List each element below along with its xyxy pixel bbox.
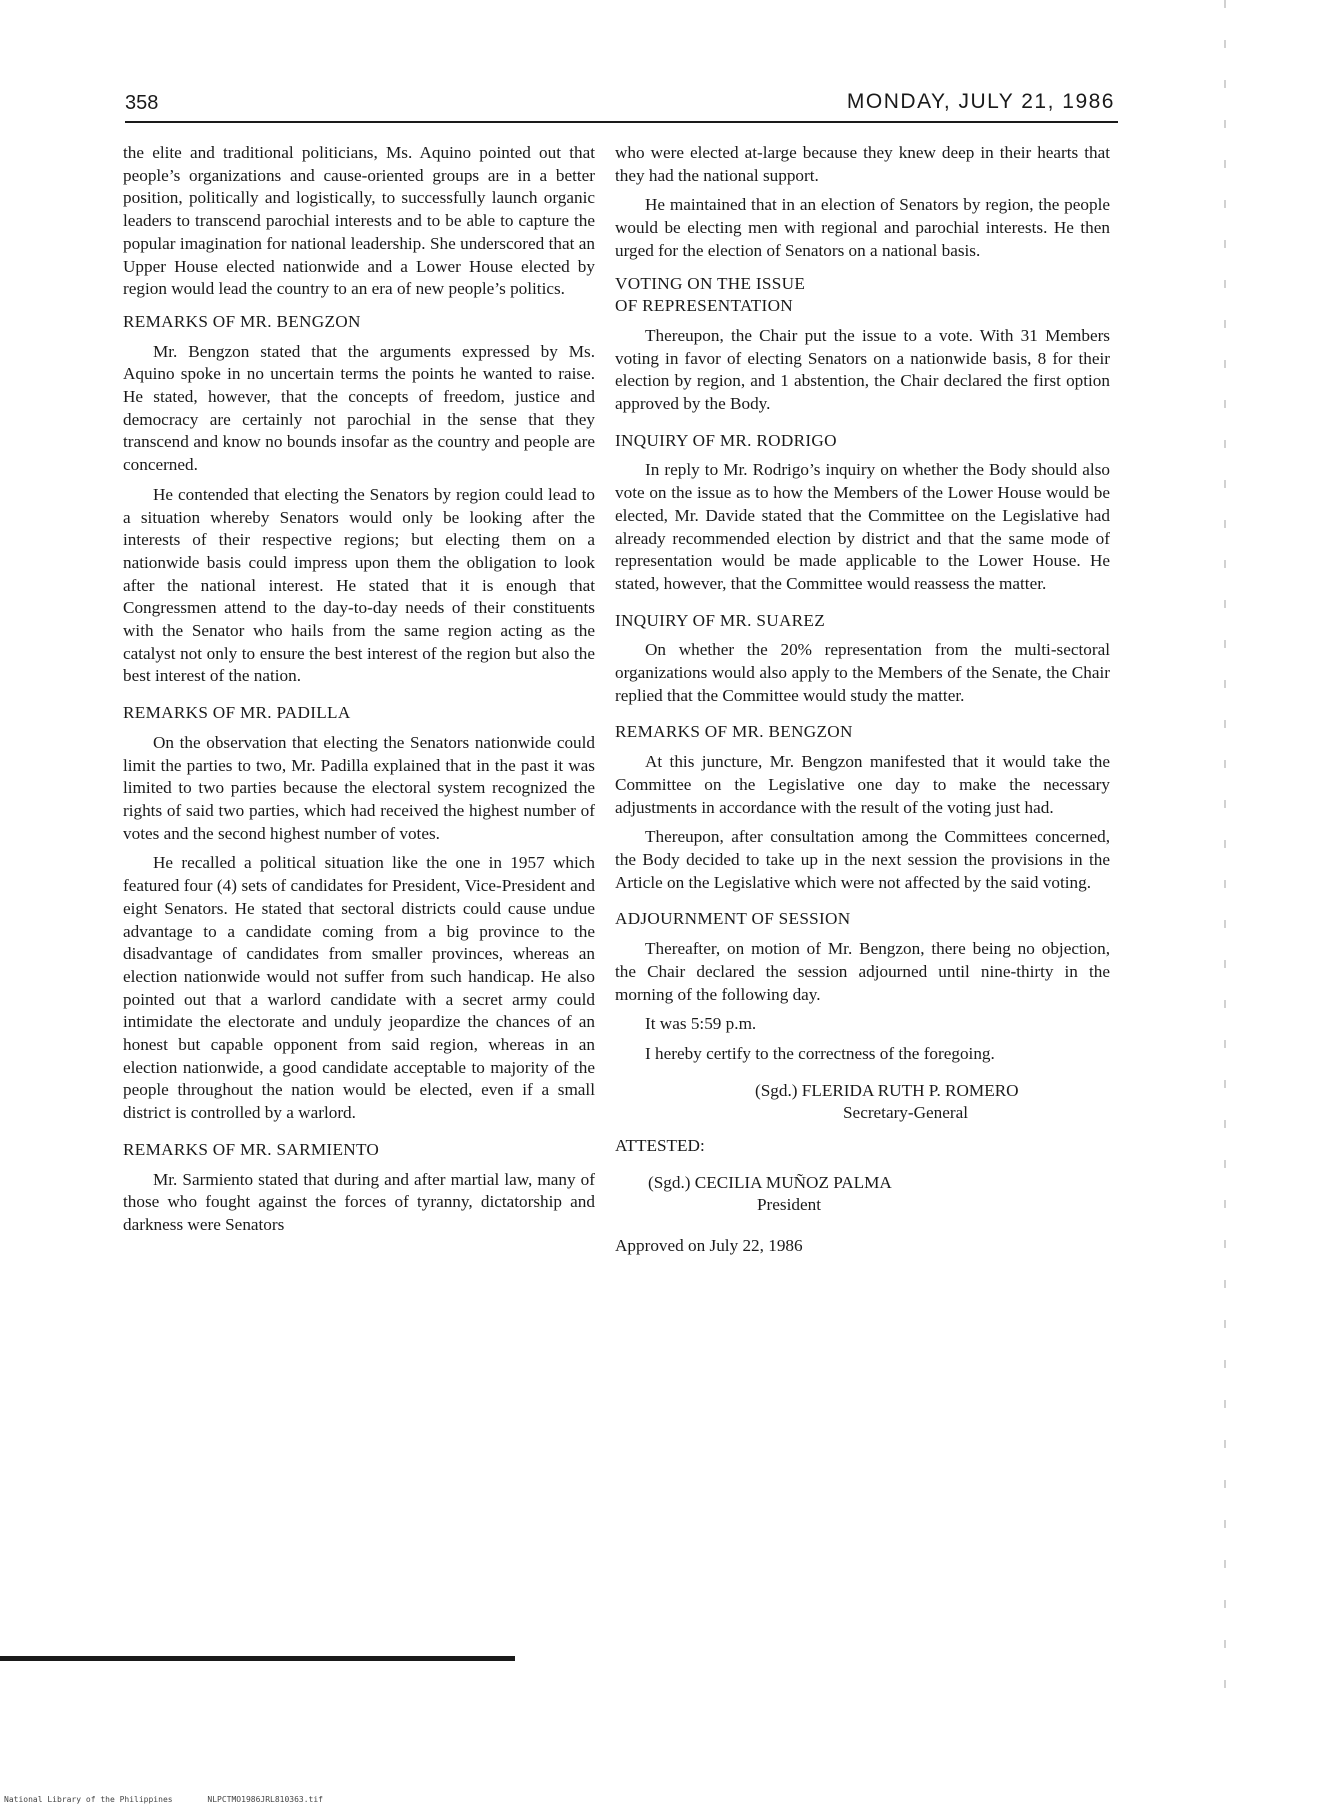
section-heading-adjournment: ADJOURNMENT OF SESSION	[615, 909, 851, 929]
scan-edge-mark	[1224, 0, 1226, 1700]
certification-line: I hereby certify to the correctness of the foregoing.	[645, 1043, 995, 1063]
session-date: MONDAY, JULY 21, 1986	[846, 90, 1115, 113]
attested-label: ATTESTED:	[615, 1136, 705, 1156]
continuation-paragraph: who were elected at-large because they knew deep in their hearts that they had the national support.	[615, 143, 1110, 185]
signatory-title: Secretary-General	[843, 1103, 969, 1123]
right-column	[615, 142, 1110, 1258]
president-name: (Sgd.) CECILIA MUÑOZ PALMA	[648, 1172, 892, 1192]
secretary-signature-block	[615, 1080, 1110, 1125]
scan-bottom-bar	[0, 1656, 515, 1661]
intro-paragraph: the elite and traditional politicians, Ms. Aquino pointed out that people’s organizations and cause-oriented groups are in a better position, politically and logistically, to successfully launch organic leaders to transcend parochial interests and to be able to capture the popular imagination for national leadership. She underscored that an Upper House elected nationwide and a Lower House elected by region would lead the country to an era of new people’s politics.	[123, 143, 595, 299]
heading-line: OF REPRESENTATION	[615, 296, 793, 316]
header-rule	[125, 121, 1118, 123]
section-heading-rodrigo: INQUIRY OF MR. RODRIGO	[615, 430, 837, 450]
paragraph: He maintained that in an election of Senators by region, the people would be electing men with regional and parochial interests. He then urged for the election of Senators on a national basis.	[615, 195, 1110, 260]
section-heading-padilla: REMARKS OF MR. PADILLA	[123, 703, 351, 723]
paragraph: Mr. Bengzon stated that the arguments expressed by Ms. Aquino spoke in no uncertain terms the points he wanted to raise. He stated, however, that the concepts of freedom, justice and democracy are certainly not parochial in the sense that they transcend and know no bounds insofar as the country and people are concerned.	[123, 341, 595, 475]
signatory-name: (Sgd.) FLERIDA RUTH P. ROMERO	[755, 1080, 1019, 1100]
president-title: President	[757, 1195, 821, 1215]
section-heading-suarez: INQUIRY OF MR. SUAREZ	[615, 610, 826, 630]
paragraph: Mr. Sarmiento stated that during and after martial law, many of those who fought against the forces of tyranny, dictatorship and darkness were Senators	[123, 1169, 595, 1234]
file-id: NLPCTMO1986JRL810363.tif	[207, 1795, 323, 1804]
paragraph: Thereupon, the Chair put the issue to a vote. With 31 Members voting in favor of electing Senators on a nationwide basis, 8 for their election by region, and 1 abstention, the Chair declared the first option approved by the Body.	[615, 325, 1110, 414]
paragraph: He recalled a political situation like the one in 1957 which featured four (4) sets of candidates for President, Vice-President and eight Senators. He stated that sectoral districts could cause undue advantage to a candidate coming from a big province to the disadvantage of candidates from smaller provinces, whereas an election nationwide would not suffer from such handicap. He also pointed out that a warlord candidate with a secret army could intimidate the electorate and unduly jeopardize the chances of an honest but capable opponent from said region, whereas in an election nationwide, a good candidate acceptable to majority of the people throughout the nation would be elected, even if a small district is controlled by a warlord.	[123, 853, 595, 1123]
paragraph: He contended that electing the Senators by region could lead to a situation whereby Senators would only be looking after the interests of their respective regions; but electing them on a nationwide basis could impress upon them the obligation to look after the national interest. He stated that it is enough that Congressmen attend to the day-to-day needs of their constituents with the Senator who hails from the same region acting as the catalyst not only to ensure the best interest of the region but also the best interest of the nation.	[123, 484, 595, 686]
approval-line: Approved on July 22, 1986	[615, 1236, 803, 1256]
president-signature-block	[615, 1172, 1110, 1217]
scan-footer	[4, 1795, 323, 1804]
page-header	[125, 80, 1115, 120]
section-heading-voting	[615, 273, 1110, 318]
paragraph: In reply to Mr. Rodrigo’s inquiry on whether the Body should also vote on the issue as to how the Members of the Lower House would be elected, Mr. Davide stated that the Committee on the Legislative had already recommended election by district and that the same mode of representation would be made applicable to the Lower House. He stated, however, that the Committee would reassess the matter.	[615, 460, 1110, 593]
left-column	[123, 142, 595, 1237]
page-number: 358	[125, 92, 159, 114]
archive-label: National Library of the Philippines	[4, 1795, 173, 1804]
paragraph: On the observation that electing the Senators nationwide could limit the parties to two, Mr. Padilla explained that in the past it was limited to two parties because the electoral system recognized the rights of said two parties, which had received the highest number of votes and the second highest number of votes.	[123, 732, 595, 843]
heading-line: VOTING ON THE ISSUE	[615, 273, 806, 293]
section-heading-bengzon: REMARKS OF MR. BENGZON	[123, 311, 361, 331]
section-heading-bengzon: REMARKS OF MR. BENGZON	[615, 722, 853, 742]
section-heading-sarmiento: REMARKS OF MR. SARMIENTO	[123, 1139, 380, 1159]
paragraph: Thereafter, on motion of Mr. Bengzon, there being no objection, the Chair declared the session adjourned until nine-thirty in the morning of the following day.	[615, 939, 1110, 1004]
paragraph: On whether the 20% representation from the multi-sectoral organizations would also apply to the Members of the Senate, the Chair replied that the Committee would study the matter.	[615, 640, 1110, 705]
paragraph: At this juncture, Mr. Bengzon manifested that it would take the Committee on the Legislative one day to make the necessary adjustments in accordance with the result of the voting just had.	[615, 752, 1110, 817]
time-line: It was 5:59 p.m.	[645, 1014, 757, 1034]
paragraph: Thereupon, after consultation among the Committees concerned, the Body decided to take up in the next session the provisions in the Article on the Legislative which were not affected by the said voting.	[615, 827, 1110, 892]
